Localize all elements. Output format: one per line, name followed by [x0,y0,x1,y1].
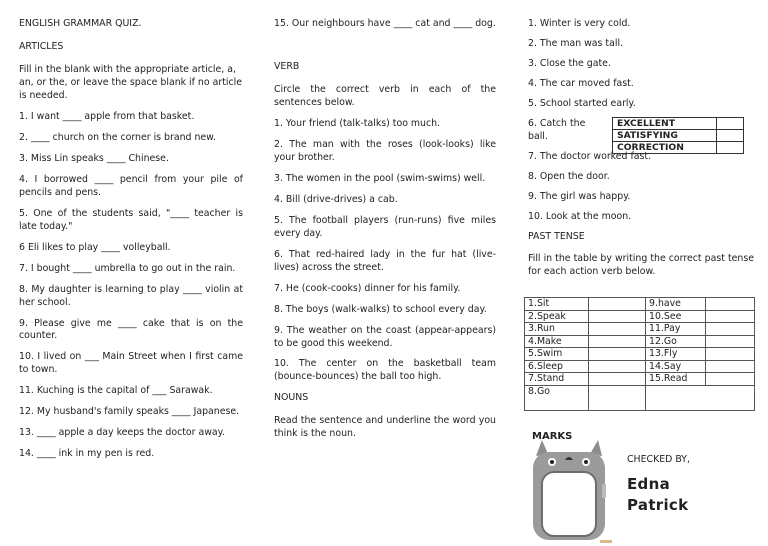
answer-cell[interactable] [706,335,755,348]
verb-cell: 1.Sit [525,298,589,311]
answer-cell[interactable] [589,385,646,410]
table-row [525,310,755,323]
answer-cell[interactable] [706,298,755,311]
checked-by-label: CHECKED BY, [627,454,690,465]
nouns-instruction: Read the sentence and underline the word you think is the noun. [274,415,496,440]
noun-sentence: 10. Look at the moon. [528,210,632,222]
checker-name: Edna Patrick [627,475,689,514]
noun-sentence: 9. The girl was happy. [528,190,631,202]
verb-cell: 4.Make [525,335,589,348]
answer-cell[interactable] [589,335,646,348]
grade-excellent: EXCELLENT [613,118,717,130]
verb-cell: 15.Read [646,373,706,386]
verb-cell: 14.Say [646,360,706,373]
verb-item: 6. That red-haired lady in the fur hat (live-lives) across the street. [274,248,496,273]
articles-heading: ARTICLES [19,40,64,52]
question-item: 6 Eli likes to play ____ volleyball. [19,241,171,253]
verb-item: 9. The weather on the coast (appear-appears) to be good this weekend. [274,324,496,349]
question-item: 11. Kuching is the capital of ___ Sarawak. [19,385,213,397]
verb-cell: 3.Run [525,323,589,336]
noun-sentence: 5. School started early. [528,97,636,109]
noun-sentence: 4. The car moved fast. [528,77,634,89]
past-tense-table [524,297,755,411]
table-row [525,348,755,361]
table-row [525,335,755,348]
table-row [525,323,755,336]
answer-cell[interactable] [706,360,755,373]
question-item: 5. One of the students said, "____ teacher is late today." [19,207,243,232]
articles-instruction: Fill in the blank with the appropriate article, a, an, or the, or leave the space blank if no article is needed. [19,63,242,101]
verb-item: 1. Your friend (talk-talks) too much. [274,117,441,129]
verb-item: 7. He (cook-cooks) dinner for his family. [274,282,461,294]
grade-box[interactable] [717,142,744,154]
table-row [525,385,755,410]
answer-cell[interactable] [589,298,646,311]
answer-cell[interactable] [589,323,646,336]
answer-cell[interactable] [706,323,755,336]
noun-sentence: 1. Winter is very cold. [528,18,631,29]
grade-box[interactable] [717,130,744,142]
verb-cell: 7.Stand [525,373,589,386]
verb-item: 2. The man with the roses (look-looks) like your brother. [274,138,496,163]
noun-sentence: 6. Catch the ball. [528,117,586,142]
verb-cell: 8.Go [525,385,589,410]
noun-sentence: 3. Close the gate. [528,57,611,69]
question-item: 2. ____ church on the corner is brand new. [19,131,216,143]
marks-label: MARKS [532,431,573,442]
empty-cell [646,385,755,410]
answer-cell[interactable] [706,348,755,361]
table-row [525,373,755,386]
quiz-title: ENGLISH GRAMMAR QUIZ. [19,18,142,29]
verb-item: 10. The center on the basketball team (bounce-bounces) the ball too high. [274,358,496,383]
answer-cell[interactable] [589,348,646,361]
noun-sentence: 7. The doctor worked fast. [528,150,652,162]
verb-item: 8. The boys (walk-walks) to school every day. [274,303,487,315]
noun-sentence: 8. Open the door. [528,170,610,182]
answer-cell[interactable] [589,360,646,373]
answer-cell[interactable] [706,310,755,323]
question-item: 10. I lived on ___ Main Street when I first came to town. [19,351,243,376]
question-item: 9. Please give me ____ cake that is on the counter. [19,317,243,342]
question-item: 3. Miss Lin speaks ____ Chinese. [19,152,169,164]
articles-column [19,18,243,469]
verb-instruction: Circle the correct verb in each of the sentences below. [274,83,496,108]
grade-box[interactable] [717,118,744,130]
question-item: 12. My husband's family speaks ____ Japanese. [19,406,240,418]
question-item: 1. I want ____ apple from that basket. [19,110,195,122]
table-row [525,298,755,311]
verb-item: 5. The football players (run-runs) five miles every day. [274,214,496,239]
grade-table [612,117,744,154]
verb-cell: 9.have [646,298,706,311]
answer-cell[interactable] [589,310,646,323]
verb-heading: VERB [274,60,300,72]
question-item: 15. Our neighbours have ____ cat and ____ dog. [274,18,496,29]
verb-cell: 5.Swim [525,348,589,361]
question-item: 14. ____ ink in my pen is red. [19,448,155,460]
answer-cell[interactable] [589,373,646,386]
verb-column [274,18,496,449]
totoro-mascot-icon [528,434,618,546]
grade-satisfying: SATISFYING [613,130,717,142]
verb-cell: 10.See [646,310,706,323]
verb-cell: 11.Pay [646,323,706,336]
past-tense-heading: PAST TENSE [528,230,585,242]
verb-cell: 13.Fly [646,348,706,361]
verb-item: 3. The women in the pool (swim-swims) well. [274,172,486,184]
nouns-heading: NOUNS [274,392,309,404]
marks-section [532,430,732,542]
question-item: 7. I bought ____ umbrella to go out in the rain. [19,262,236,274]
verb-cell: 12.Go [646,335,706,348]
table-row [525,360,755,373]
verb-cell: 6.Sleep [525,360,589,373]
question-item: 8. My daughter is learning to play ____ violin at her school. [19,283,243,308]
question-item: 13. ____ apple a day keeps the doctor away. [19,427,225,439]
noun-sentence: 2. The man was tall. [528,37,624,49]
grade-correction: CORRECTION [613,142,717,154]
past-tense-instruction: Fill in the table by writing the correct past tense for each action verb below. [528,252,754,277]
verb-cell: 2.Speak [525,310,589,323]
question-item: 4. I borrowed ____ pencil from your pile of pencils and pens. [19,173,243,198]
answer-cell[interactable] [706,373,755,386]
verb-item: 4. Bill (drive-drives) a cab. [274,193,398,205]
